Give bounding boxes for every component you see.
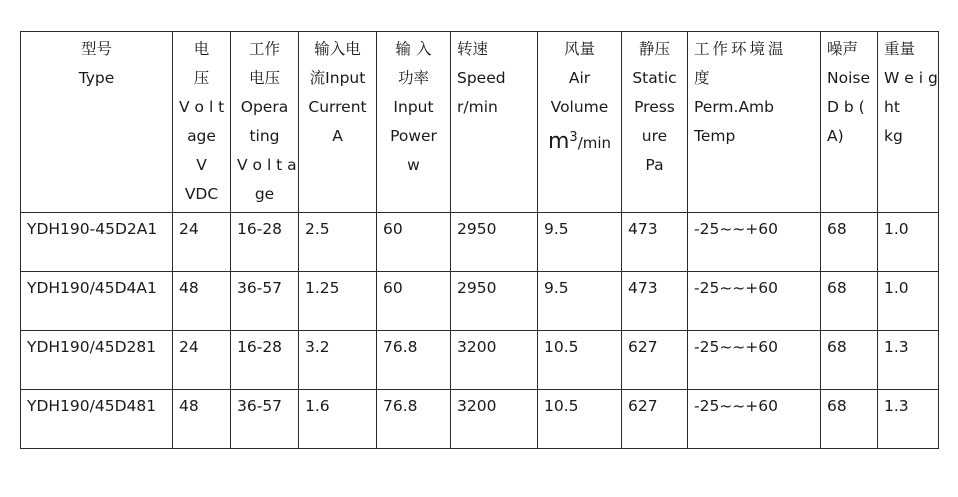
cell-static-pressure: 627 — [622, 390, 688, 449]
cell-operating-voltage: 16-28 — [231, 213, 299, 272]
cell-operating-voltage: 16-28 — [231, 331, 299, 390]
cell-input-current: 3.2 — [299, 331, 377, 390]
cell-operating-voltage: 36-57 — [231, 272, 299, 331]
header-line: w — [407, 156, 420, 174]
cell-static-pressure: 627 — [622, 331, 688, 390]
cell-weight: 1.3 — [878, 331, 939, 390]
table-row — [21, 331, 939, 390]
cell-model: YDH190/45D281 — [21, 331, 173, 390]
header-line: ge — [254, 185, 275, 203]
cell-input-current: 1.25 — [299, 272, 377, 331]
cell-ambient-temp: -25~~+60 — [688, 213, 821, 272]
header-line: V o l t a — [237, 156, 297, 174]
header-static-pressure — [622, 32, 688, 213]
air-volume-unit — [544, 126, 615, 159]
header-line: 工作环境温 — [694, 40, 787, 58]
table-row — [21, 390, 939, 449]
header-line: Air — [568, 69, 591, 87]
header-line: ure — [641, 127, 668, 145]
header-line: A) — [827, 127, 844, 145]
table-row — [21, 272, 939, 331]
header-line: 工作 — [248, 40, 280, 58]
header-line: Opera — [240, 98, 289, 116]
header-line: Press — [634, 98, 675, 116]
header-line: 流Input — [309, 69, 366, 87]
cell-input-power: 60 — [377, 213, 451, 272]
unit-base: m — [547, 129, 570, 154]
header-line: Input — [393, 98, 434, 116]
header-line: 重量 — [884, 40, 916, 58]
header-line: 输入电 — [314, 40, 361, 58]
header-line: 静压 — [638, 40, 670, 58]
header-line: 风量 — [563, 40, 595, 58]
cell-input-power: 60 — [377, 272, 451, 331]
cell-air-volume: 9.5 — [538, 213, 622, 272]
fan-spec-table — [20, 31, 939, 449]
unit-suffix: /min — [577, 134, 612, 152]
cell-input-current: 1.6 — [299, 390, 377, 449]
cell-weight: 1.0 — [878, 272, 939, 331]
header-input-current — [299, 32, 377, 213]
header-line: Static — [632, 69, 677, 87]
cell-speed: 3200 — [451, 390, 538, 449]
header-line: Volume — [550, 98, 609, 116]
unit-exponent: 3 — [569, 130, 578, 145]
cell-noise: 68 — [821, 390, 878, 449]
header-operating-voltage — [231, 32, 299, 213]
header-line: kg — [884, 127, 903, 145]
cell-speed: 3200 — [451, 331, 538, 390]
header-ambient-temp — [688, 32, 821, 213]
cell-model: YDH190/45D4A1 — [21, 272, 173, 331]
header-line: r/min — [457, 98, 498, 116]
cell-ambient-temp: -25~~+60 — [688, 272, 821, 331]
header-line: V — [196, 156, 207, 174]
header-line: A — [332, 127, 343, 145]
header-line: Power — [390, 127, 437, 145]
header-type — [21, 32, 173, 213]
cell-model: YDH190-45D2A1 — [21, 213, 173, 272]
cell-ambient-temp: -25~~+60 — [688, 390, 821, 449]
header-line: ht — [884, 98, 900, 116]
header-row — [21, 32, 939, 213]
header-line: Pa — [645, 156, 664, 174]
cell-ambient-temp: -25~~+60 — [688, 331, 821, 390]
header-line: VDC — [184, 185, 219, 203]
cell-voltage: 48 — [173, 390, 231, 449]
header-line: Perm.Amb — [694, 98, 774, 116]
header-line: W e i g — [884, 69, 938, 87]
header-line: 电 — [193, 40, 210, 58]
header-line: 型号 — [80, 40, 112, 58]
header-line: 功率 — [397, 69, 429, 87]
cell-weight: 1.3 — [878, 390, 939, 449]
header-line: V o l t — [179, 98, 225, 116]
cell-noise: 68 — [821, 272, 878, 331]
header-line: ting — [249, 127, 280, 145]
cell-input-power: 76.8 — [377, 390, 451, 449]
cell-voltage: 48 — [173, 272, 231, 331]
cell-input-power: 76.8 — [377, 331, 451, 390]
cell-voltage: 24 — [173, 213, 231, 272]
cell-noise: 68 — [821, 213, 878, 272]
cell-operating-voltage: 36-57 — [231, 390, 299, 449]
cell-air-volume: 10.5 — [538, 331, 622, 390]
cell-weight: 1.0 — [878, 213, 939, 272]
header-line: Speed — [457, 69, 506, 87]
cell-air-volume: 10.5 — [538, 390, 622, 449]
header-line: D b ( — [827, 98, 865, 116]
header-line: 噪声 — [827, 40, 859, 58]
header-line: age — [187, 127, 216, 145]
cell-air-volume: 9.5 — [538, 272, 622, 331]
cell-static-pressure: 473 — [622, 213, 688, 272]
header-line: 电压 — [248, 69, 280, 87]
cell-noise: 68 — [821, 331, 878, 390]
header-line: 输 入 — [395, 40, 432, 58]
cell-speed: 2950 — [451, 213, 538, 272]
header-line: 度 — [694, 69, 713, 87]
header-line: Current — [308, 98, 367, 116]
header-noise — [821, 32, 878, 213]
cell-static-pressure: 473 — [622, 272, 688, 331]
header-weight — [878, 32, 939, 213]
cell-input-current: 2.5 — [299, 213, 377, 272]
header-air-volume — [538, 32, 622, 213]
header-line: Temp — [694, 127, 736, 145]
header-voltage — [173, 32, 231, 213]
cell-model: YDH190/45D481 — [21, 390, 173, 449]
header-line: 转速 — [457, 40, 489, 58]
header-input-power — [377, 32, 451, 213]
cell-speed: 2950 — [451, 272, 538, 331]
header-line: Type — [78, 69, 115, 87]
header-speed — [451, 32, 538, 213]
header-line: 压 — [193, 69, 210, 87]
header-line: Noise — [827, 69, 870, 87]
table-row — [21, 213, 939, 272]
cell-voltage: 24 — [173, 331, 231, 390]
